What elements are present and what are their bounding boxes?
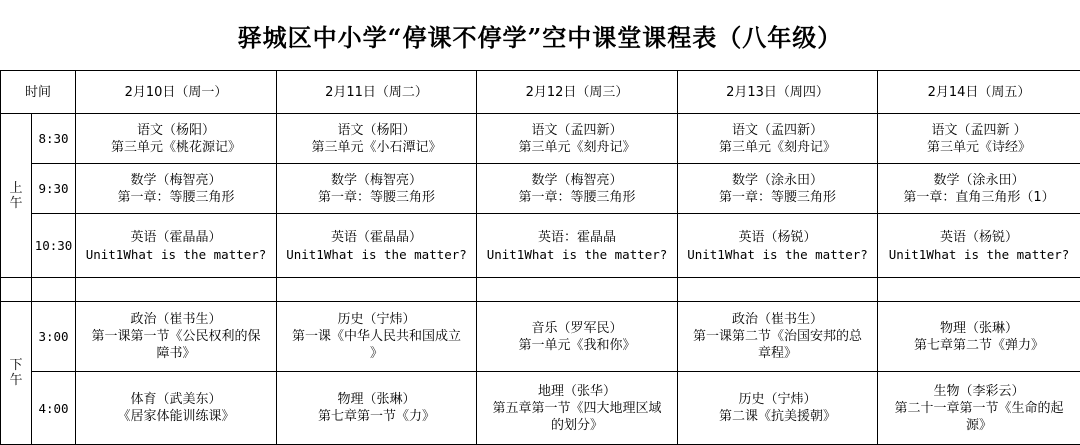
time-cell: 10:30 (32, 214, 76, 278)
class-cell: 数学（涂永田） 第一章：等腰三角形 (678, 164, 878, 214)
separator-row (1, 278, 1080, 302)
table-row (1, 214, 1080, 278)
period-morning: 上 午 (1, 114, 32, 278)
table-row (1, 114, 1080, 164)
separator-cell (32, 278, 76, 302)
day-header-wed: 2月12日（周三） (477, 71, 678, 114)
class-cell: 物理（张琳） 第七章第二节《弹力》 (878, 302, 1080, 372)
class-cell: 英语：霍晶晶 Unit1What is the matter? (477, 214, 678, 278)
separator-cell (678, 278, 878, 302)
class-cell: 历史（宁炜） 第二课《抗美援朝》 (678, 372, 878, 445)
class-cell: 语文（孟四新 ） 第三单元《诗经》 (878, 114, 1080, 164)
day-header-fri: 2月14日（周五） (878, 71, 1080, 114)
class-cell: 政治（崔书生） 第一课第一节《公民权利的保 障书》 (76, 302, 277, 372)
header-row (1, 71, 1080, 114)
class-cell: 物理（张琳） 第七章第一节《力》 (277, 372, 477, 445)
class-cell: 英语（霍晶晶） Unit1What is the matter? (76, 214, 277, 278)
period-afternoon: 下 午 (1, 302, 32, 445)
class-cell: 音乐（罗军民） 第一单元《我和你》 (477, 302, 678, 372)
class-cell: 语文（杨阳） 第三单元《桃花源记》 (76, 114, 277, 164)
time-cell: 8:30 (32, 114, 76, 164)
class-cell: 数学（梅智亮） 第一章：等腰三角形 (76, 164, 277, 214)
class-cell: 生物（李彩云） 第二十一章第一节《生命的起 源》 (878, 372, 1080, 445)
separator-cell (277, 278, 477, 302)
class-cell: 历史（宁炜） 第一课《中华人民共和国成立 》 (277, 302, 477, 372)
table-row (1, 302, 1080, 372)
separator-cell (76, 278, 277, 302)
class-cell: 语文（孟四新） 第三单元《刻舟记》 (477, 114, 678, 164)
class-cell: 语文（孟四新） 第三单元《刻舟记》 (678, 114, 878, 164)
class-cell: 英语（霍晶晶） Unit1What is the matter? (277, 214, 477, 278)
class-cell: 数学（梅智亮） 第一章：等腰三角形 (277, 164, 477, 214)
time-cell: 9:30 (32, 164, 76, 214)
separator-cell (1, 278, 32, 302)
schedule-table (0, 70, 1080, 445)
separator-cell (477, 278, 678, 302)
time-cell: 3:00 (32, 302, 76, 372)
class-cell: 英语（杨锐） Unit1What is the matter? (678, 214, 878, 278)
day-header-mon: 2月10日（周一） (76, 71, 277, 114)
page-title: 驿城区中小学“停课不停学”空中课堂课程表（八年级） (0, 0, 1080, 70)
table-row (1, 164, 1080, 214)
class-cell: 数学（涂永田） 第一章：直角三角形（1） (878, 164, 1080, 214)
time-cell: 4:00 (32, 372, 76, 445)
time-header: 时间 (1, 71, 76, 114)
day-header-thu: 2月13日（周四） (678, 71, 878, 114)
table-row (1, 372, 1080, 445)
class-cell: 数学（梅智亮） 第一章：等腰三角形 (477, 164, 678, 214)
class-cell: 语文（杨阳） 第三单元《小石潭记》 (277, 114, 477, 164)
class-cell: 体育（武美东） 《居家体能训练课》 (76, 372, 277, 445)
separator-cell (878, 278, 1080, 302)
class-cell: 英语（杨锐） Unit1What is the matter? (878, 214, 1080, 278)
class-cell: 地理（张华） 第五章第一节《四大地理区域 的划分》 (477, 372, 678, 445)
day-header-tue: 2月11日（周二） (277, 71, 477, 114)
class-cell: 政治（崔书生） 第一课第二节《治国安邦的总 章程》 (678, 302, 878, 372)
